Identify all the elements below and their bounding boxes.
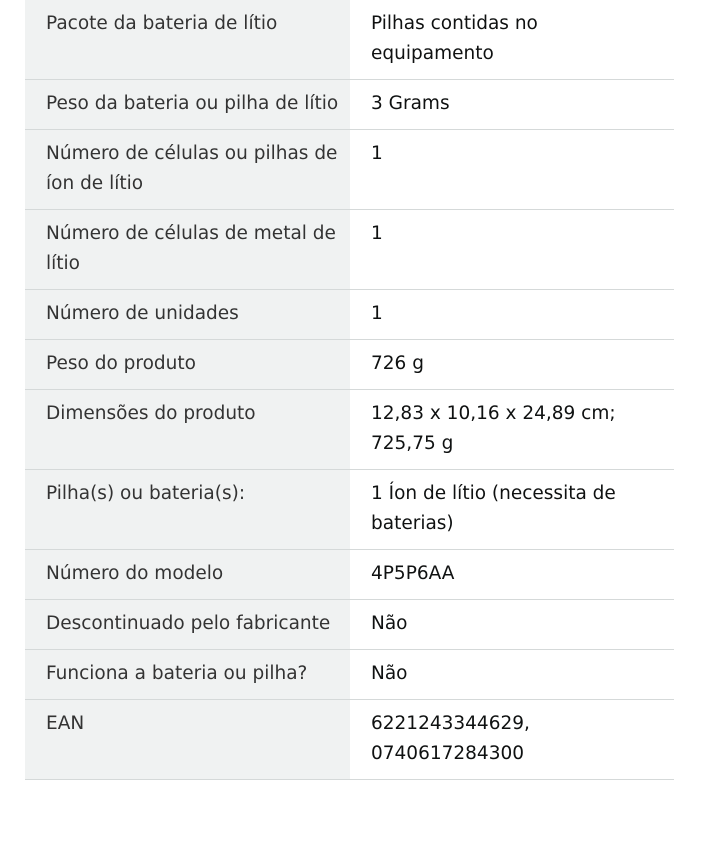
table-row [25,700,674,780]
spec-label: EAN [25,700,350,780]
spec-label: Descontinuado pelo fabricante [25,600,350,650]
table-row [25,210,674,290]
spec-label: Número de células de metal de lítio [25,210,350,290]
table-row [25,290,674,340]
spec-label: Número de células ou pilhas de íon de lítio [25,130,350,210]
spec-label: Funciona a bateria ou pilha? [25,650,350,700]
table-row [25,340,674,390]
table-row [25,650,674,700]
spec-value: 726 g [350,340,674,390]
spec-value: Não [350,650,674,700]
table-row [25,470,674,550]
table-row [25,550,674,600]
table-row [25,390,674,470]
table-row [25,130,674,210]
spec-label: Número de unidades [25,290,350,340]
spec-value: 12,83 x 10,16 x 24,89 cm; 725,75 g [350,390,674,470]
table-row [25,80,674,130]
spec-label: Pacote da bateria de lítio [25,0,350,80]
spec-value: 4P5P6AA [350,550,674,600]
spec-value: Pilhas contidas no equipamento [350,0,674,80]
spec-label: Dimensões do produto [25,390,350,470]
spec-label: Número do modelo [25,550,350,600]
product-details-table [25,0,674,780]
table-row [25,0,674,80]
spec-value: 6221243344629, 0740617284300 [350,700,674,780]
spec-value: 3 Grams [350,80,674,130]
spec-value: 1 [350,210,674,290]
table-row [25,600,674,650]
spec-value: 1 [350,130,674,210]
spec-label: Peso da bateria ou pilha de lítio [25,80,350,130]
spec-value: 1 [350,290,674,340]
spec-label: Peso do produto [25,340,350,390]
spec-value: Não [350,600,674,650]
spec-label: Pilha(s) ou bateria(s): [25,470,350,550]
spec-value: 1 Íon de lítio (necessita de baterias) [350,470,674,550]
